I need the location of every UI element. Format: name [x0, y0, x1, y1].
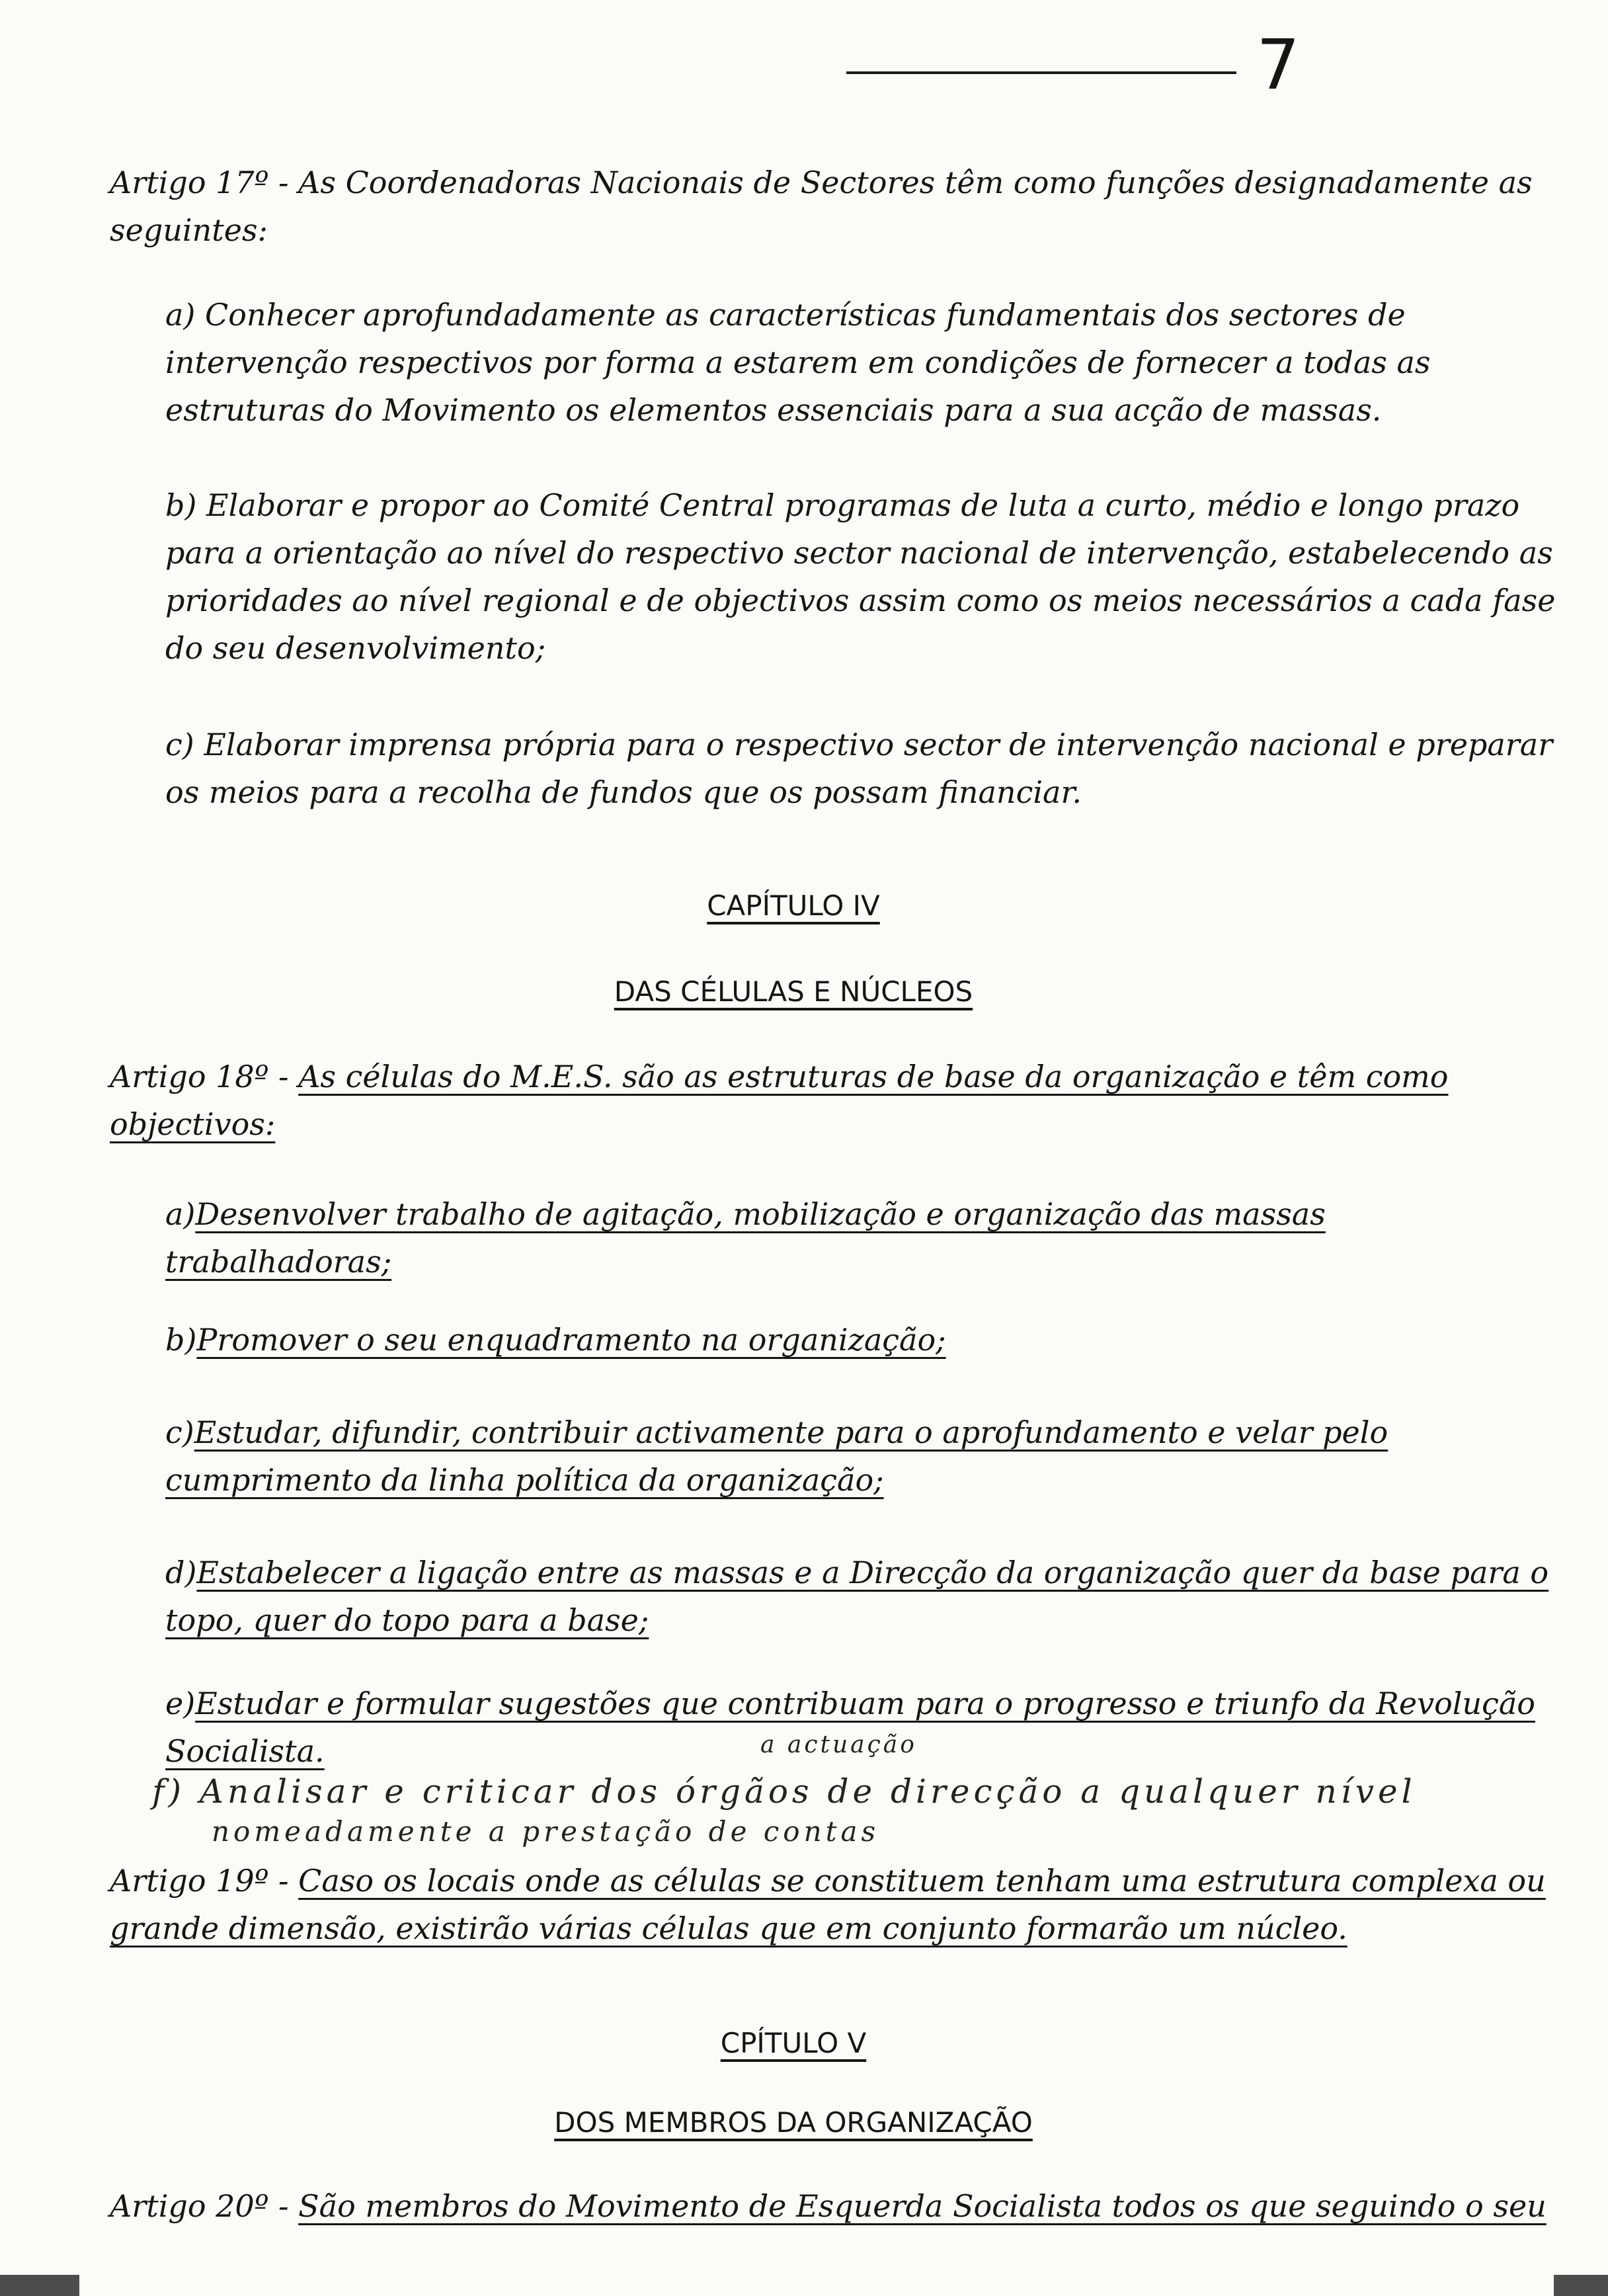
chapter-4-title: CAPÍTULO IV: [707, 889, 880, 922]
article-18-item-c-letter: c): [165, 1414, 194, 1450]
article-19-text: Caso os locais onde as células se constituem tenham uma estrutura complexa ou grande dimensão, existirão várias células que em conjunto formarão um núcleo.: [110, 1863, 1546, 1946]
scan-corner-mark-right: [1554, 2275, 1608, 2296]
article-19-label: Artigo 19º -: [110, 1863, 289, 1899]
article-18-item-c-text: Estudar, difundir, contribuir activamente para o aprofundamento e velar pelo cumprimento da linha política da organização;: [165, 1414, 1388, 1498]
page-number-block: [846, 25, 1309, 104]
article-18-item-e-text: Estudar e formular sugestões que contribuam para o progresso e triunfo da Revolução Socialista.: [165, 1686, 1535, 1769]
article-17-item-c: c) Elaborar imprensa própria para o respectivo sector de intervenção nacional e preparar os meios para a recolha de fundos que os possam financiar.: [165, 727, 1553, 810]
article-18-item-a-letter: a): [165, 1196, 196, 1232]
article-18-intro: [110, 1053, 1571, 1148]
handwritten-item-f-line2: nomeadamente a prestação de contas: [212, 1815, 880, 1848]
article-18-label: Artigo 18º -: [110, 1059, 289, 1094]
article-18-text: As células do M.E.S. são as estruturas de base da organização e têm como objectivos:: [110, 1059, 1449, 1142]
article-18-item-c: [165, 1409, 1560, 1504]
chapter-5-title: CPÍTULO V: [720, 2027, 867, 2059]
chapter-5-subtitle: DOS MEMBROS DA ORGANIZAÇÃO: [554, 2106, 1033, 2139]
article-20-text: São membros do Movimento de Esquerda Socialista todos os que seguindo o seu: [298, 2188, 1547, 2224]
article-18-item-b-letter: b): [165, 1322, 197, 1358]
article-17-intro: Artigo 17º - As Coordenadoras Nacionais de Sectores têm como funções designadamente as seguintes:: [110, 165, 1533, 248]
article-18-item-e-letter: e): [165, 1686, 196, 1721]
article-18-item-b: [165, 1316, 1560, 1364]
article-18-item-a: [165, 1190, 1560, 1286]
article-18-item-d-letter: d): [165, 1555, 197, 1590]
article-18-item-d: [165, 1549, 1560, 1644]
article-20-label: Artigo 20º -: [110, 2188, 289, 2224]
article-17-item-b: b) Elaborar e propor ao Comité Central programas de luta a curto, médio e longo prazo para a orientação ao nível do respectivo sector nacional de intervenção, estabelecendo as prioridades ao nível regional e de objectivos assim como os meios necessários a cada fase do seu desenvolvimento;: [165, 487, 1556, 666]
chapter-4-subtitle: DAS CÉLULAS E NÚCLEOS: [614, 975, 973, 1008]
scan-corner-mark-left: [0, 2275, 79, 2296]
handwritten-item-f-line1: f) Analisar e criticar dos órgãos de direcção a qualquer nível: [152, 1772, 1416, 1811]
article-19: [110, 1857, 1571, 1952]
article-17-item-a: a) Conhecer aprofundadamente as características fundamentais dos sectores de intervenção respectivos por forma a estarem em condições de fornecer a todas as estruturas do Movimento os elementos essenciais para a sua acção de massas.: [165, 297, 1431, 428]
handwritten-insert: a actuação: [760, 1731, 917, 1758]
article-18-item-e: [165, 1680, 1560, 1775]
article-18-item-a-text: Desenvolver trabalho de agitação, mobilização e organização das massas trabalhadoras;: [165, 1196, 1326, 1280]
page-number-rule: [846, 71, 1236, 74]
article-20: [110, 2182, 1584, 2230]
page-number: 7: [1256, 24, 1301, 105]
article-18-item-d-text: Estabelecer a ligação entre as massas e a Direcção da organização quer da base para o topo, quer do topo para a base;: [165, 1555, 1549, 1638]
article-18-item-b-text: Promover o seu enquadramento na organização;: [196, 1322, 946, 1358]
